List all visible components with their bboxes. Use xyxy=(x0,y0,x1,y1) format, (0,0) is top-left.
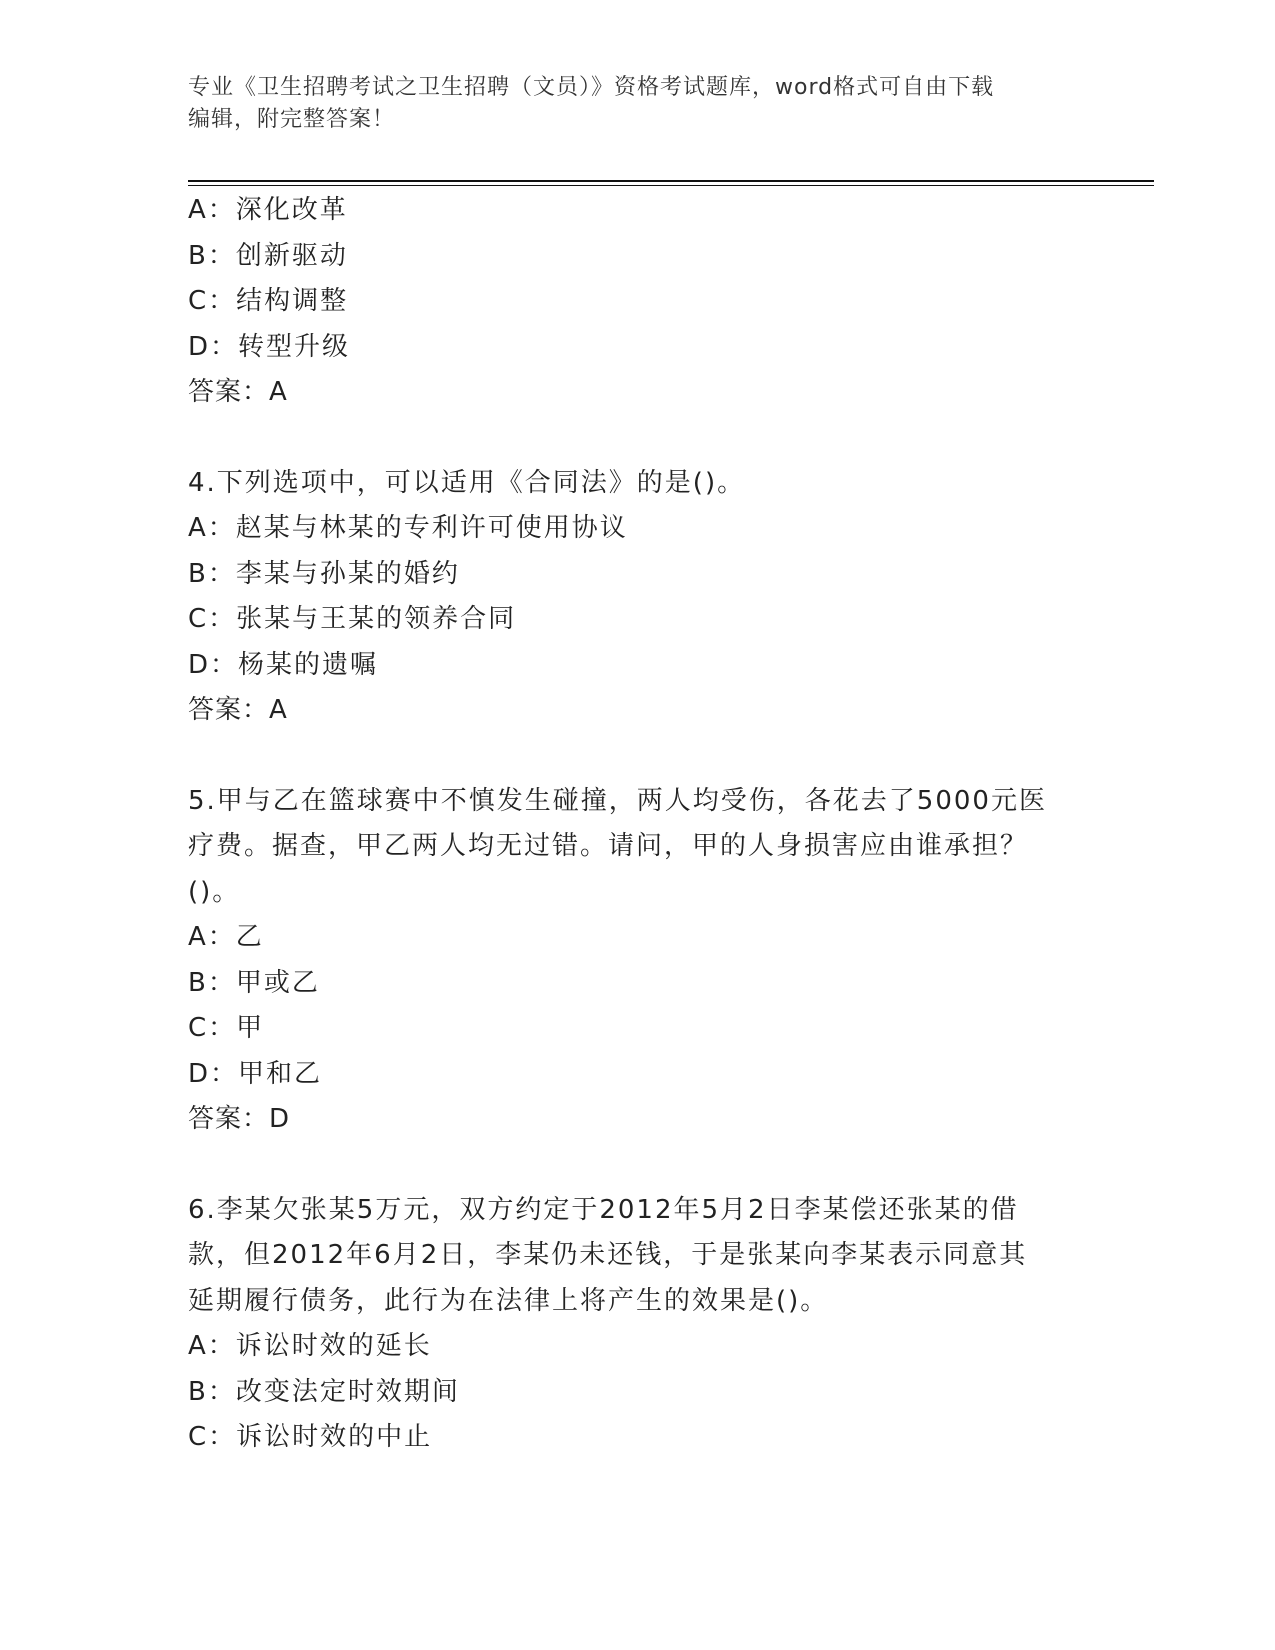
option-a: A：乙 xyxy=(188,922,264,952)
question-stem-line-3: 延期履行债务，此行为在法律上将产生的效果是()。 xyxy=(188,1285,829,1316)
option-c: C：结构调整 xyxy=(188,286,349,316)
option-b: B：甲或乙 xyxy=(188,967,320,998)
question-stem-line-1: 5.甲与乙在篮球赛中不慎发生碰撞，两人均受伤，各花去了5000元医 xyxy=(188,785,1047,816)
option-c: C：甲 xyxy=(188,1013,265,1043)
question-4 xyxy=(188,461,1088,734)
document-header xyxy=(188,72,1088,136)
question-list xyxy=(188,188,1088,1461)
question-stem: 4.下列选项中，可以适用《合同法》的是()。 xyxy=(188,467,746,498)
question-stem-line-3: ()。 xyxy=(188,876,241,907)
question-3 xyxy=(188,188,1088,416)
option-a: A：赵某与林某的专利许可使用协议 xyxy=(188,513,628,543)
option-a: A：诉讼时效的延长 xyxy=(188,1331,432,1361)
option-c: C：诉讼时效的中止 xyxy=(188,1422,433,1452)
option-a: A：深化改革 xyxy=(188,195,348,225)
option-d: D：转型升级 xyxy=(188,331,351,362)
question-stem-line-2: 款，但2012年6月2日，李某仍未还钱，于是张某向李某表示同意其 xyxy=(188,1240,1028,1270)
header-rule-thin xyxy=(188,185,1154,186)
answer: 答案：A xyxy=(188,377,288,407)
header-line-1: 专业《卫生招聘考试之卫生招聘（文员）》资格考试题库，word格式可自由下载 xyxy=(188,75,995,100)
header-line-2: 编辑，附完整答案！ xyxy=(188,107,396,132)
header-rule-thick xyxy=(188,180,1154,182)
spacer xyxy=(188,416,1088,461)
option-b: B：创新驱动 xyxy=(188,240,348,271)
option-d: D：甲和乙 xyxy=(188,1058,323,1089)
question-6 xyxy=(188,1188,1088,1461)
question-stem-line-2: 疗费。据查，甲乙两人均无过错。请问，甲的人身损害应由谁承担？ xyxy=(188,831,1029,861)
answer: 答案：A xyxy=(188,695,288,725)
option-b: B：改变法定时效期间 xyxy=(188,1376,460,1407)
question-stem-line-1: 6.李某欠张某5万元，双方约定于2012年5月2日李某偿还张某的借 xyxy=(188,1194,1019,1225)
option-b: B：李某与孙某的婚约 xyxy=(188,558,460,589)
answer: 答案：D xyxy=(188,1104,291,1134)
option-c: C：张某与王某的领养合同 xyxy=(188,604,517,634)
option-d: D：杨某的遗嘱 xyxy=(188,649,379,680)
question-5 xyxy=(188,779,1088,1143)
spacer xyxy=(188,734,1088,779)
spacer xyxy=(188,1143,1088,1188)
